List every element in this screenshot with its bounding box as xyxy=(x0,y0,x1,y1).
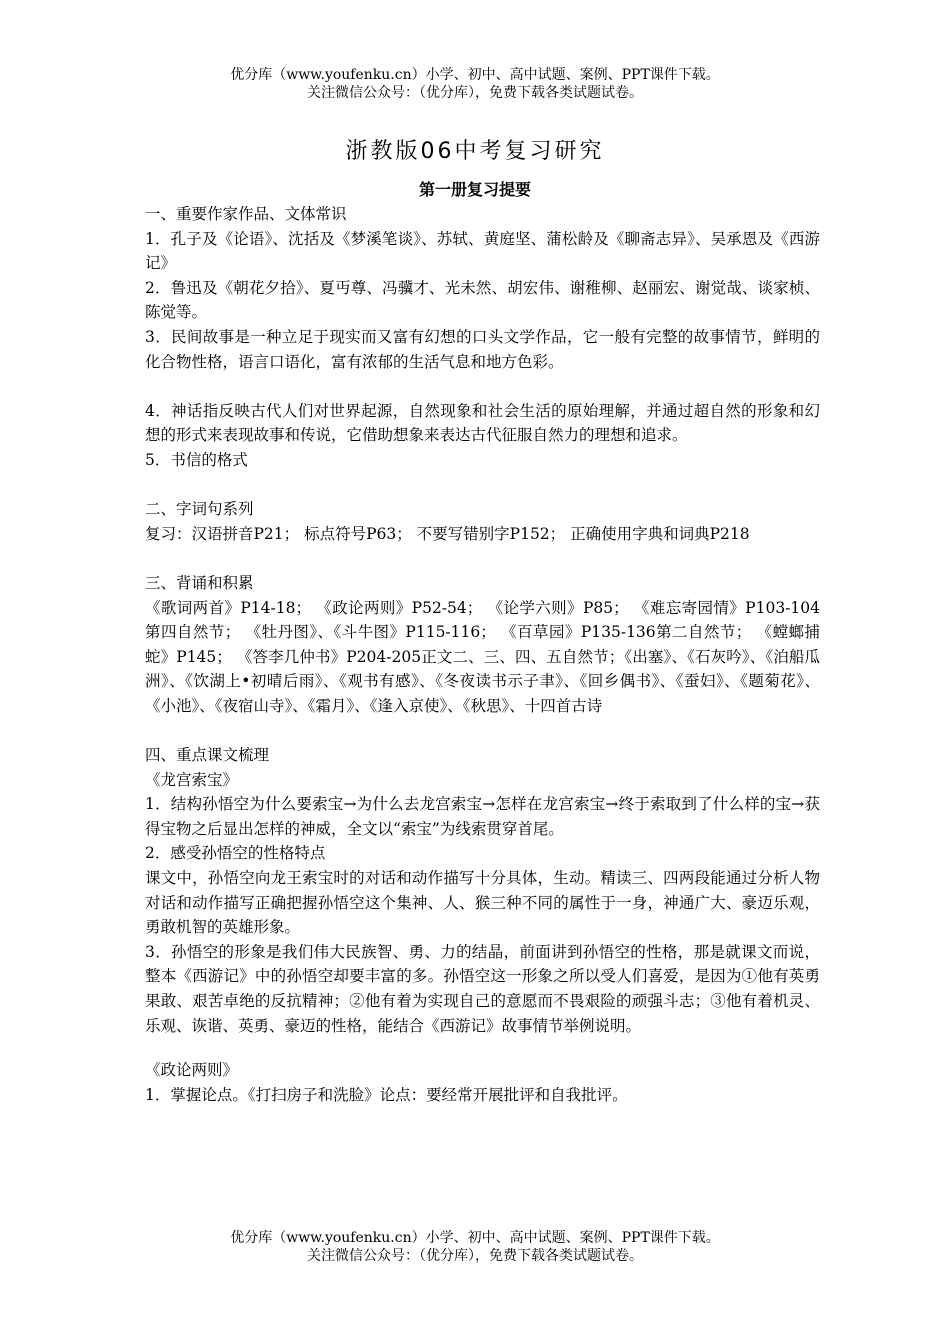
list-item: 2．感受孙悟空的性格特点 xyxy=(145,844,326,863)
spacer xyxy=(145,473,820,498)
page-footer xyxy=(0,1229,950,1265)
section-heading: 四、重点课文梳理 xyxy=(145,746,270,765)
paragraph: 课文中，孙悟空向龙王索宝时的对话和动作描写十分具体，生动。精读三、四两段能通过分析人物对话和动作描写正确把握孙悟空这个集神、人、猴三种不同的属性于一身，神通广大、豪迈乐观，勇敢机智的英雄形象。 xyxy=(145,869,820,937)
list-item: 4．神话指反映古代人们对世界起源，自然现象和社会生活的原始理解，并通过超自然的形象和幻想的形式来表现故事和传说，它借助想象来表达古代征服自然力的理想和追求。 xyxy=(145,401,820,445)
list-item: 2．鲁迅及《朝花夕拾》、夏丏尊、冯骥才、光未然、胡宏伟、谢稚柳、赵丽宏、谢觉哉、谈家桢、陈觉等。 xyxy=(145,278,820,322)
paragraph: 复习：汉语拼音P21； 标点符号P63； 不要写错别字P152； 正确使用字典和词典P218 xyxy=(145,524,750,543)
list-item: 1．结构孙悟空为什么要索宝→为什么去龙宫索宝→怎样在龙宫索宝→终于索取到了什么样的宝→获得宝物之后显出怎样的神威，全文以“索宝”为线索贯穿首尾。 xyxy=(145,795,820,838)
spacer xyxy=(145,718,820,743)
list-item: 1．孔子及《论语》、沈括及《梦溪笔谈》、苏轼、黄庭坚、蒲松龄及《聊斋志异》、吴承恩及《西游记》 xyxy=(145,229,820,273)
lesson-title: 《龙宫索宝》 xyxy=(145,770,239,789)
paragraph: 《歌词两首》P14-18； 《政论两则》P52-54； 《论学六则》P85； 《难忘寄园情》P103-104第四自然节； 《牡丹图》、《斗牛图》P115-116； 《百草园》P135-136第二自然节； 《螳螂捕蛇》P145； 《答李几仲书》P204-205正文二、三、四、五自然节；《出塞》、《石灰吟》、《泊船瓜洲》、《饮湖上•初晴后雨》、《观书有感》、《冬夜读书示子聿》、《回乡偶书》、《蚕妇》、《题菊花》、《小池》、《夜宿山寺》、《霜月》、《逢入京使》、《秋思》、十四首古诗 xyxy=(145,598,820,715)
footer-line-2: 关注微信公众号：（优分库），免费下载各类试题试卷。 xyxy=(307,1248,643,1264)
footer-line-1: 优分库（www.youfenku.cn）小学、初中、高中试题、案例、PPT课件下载。 xyxy=(230,1230,720,1246)
section-heading: 二、字词句系列 xyxy=(145,500,254,519)
document-body xyxy=(145,202,820,1107)
page-header xyxy=(0,66,950,102)
list-item: 3．孙悟空的形象是我们伟大民族智、勇、力的结晶，前面讲到孙悟空的性格，那是就课文而说，整本《西游记》中的孙悟空却要丰富的多。孙悟空这一形象之所以受人们喜爱，是因为①他有英勇果敢、艰苦卓绝的反抗精神；②他有着为实现自己的意愿而不畏艰险的顽强斗志；③他有着机灵、乐观、诙谐、英勇、豪迈的性格，能结合《西游记》故事情节举例说明。 xyxy=(145,942,820,1035)
list-item: 3．民间故事是一种立足于现实而又富有幻想的口头文学作品，它一般有完整的故事情节，鲜明的化合物性格，语言口语化，富有浓郁的生活气息和地方色彩。 xyxy=(145,327,820,371)
section-heading: 一、重要作家作品、文体常识 xyxy=(145,205,347,223)
spacer xyxy=(145,546,820,571)
header-line-2: 关注微信公众号：（优分库），免费下载各类试题试卷。 xyxy=(307,85,643,101)
list-item: 1．掌握论点。《打扫房子和洗脸》论点：要经常开展批评和自我批评。 xyxy=(145,1085,628,1104)
spacer xyxy=(145,1038,820,1058)
document-subtitle: 第一册复习提要 xyxy=(418,180,531,199)
lesson-title: 《政论两则》 xyxy=(145,1061,239,1080)
list-item: 5．书信的格式 xyxy=(145,450,248,469)
section-heading: 三、背诵和积累 xyxy=(145,573,254,592)
header-line-1: 优分库（www.youfenku.cn）小学、初中、高中试题、案例、PPT课件下载。 xyxy=(230,67,720,83)
spacer xyxy=(145,374,820,399)
document-title: 浙教版06中考复习研究 xyxy=(345,139,605,164)
